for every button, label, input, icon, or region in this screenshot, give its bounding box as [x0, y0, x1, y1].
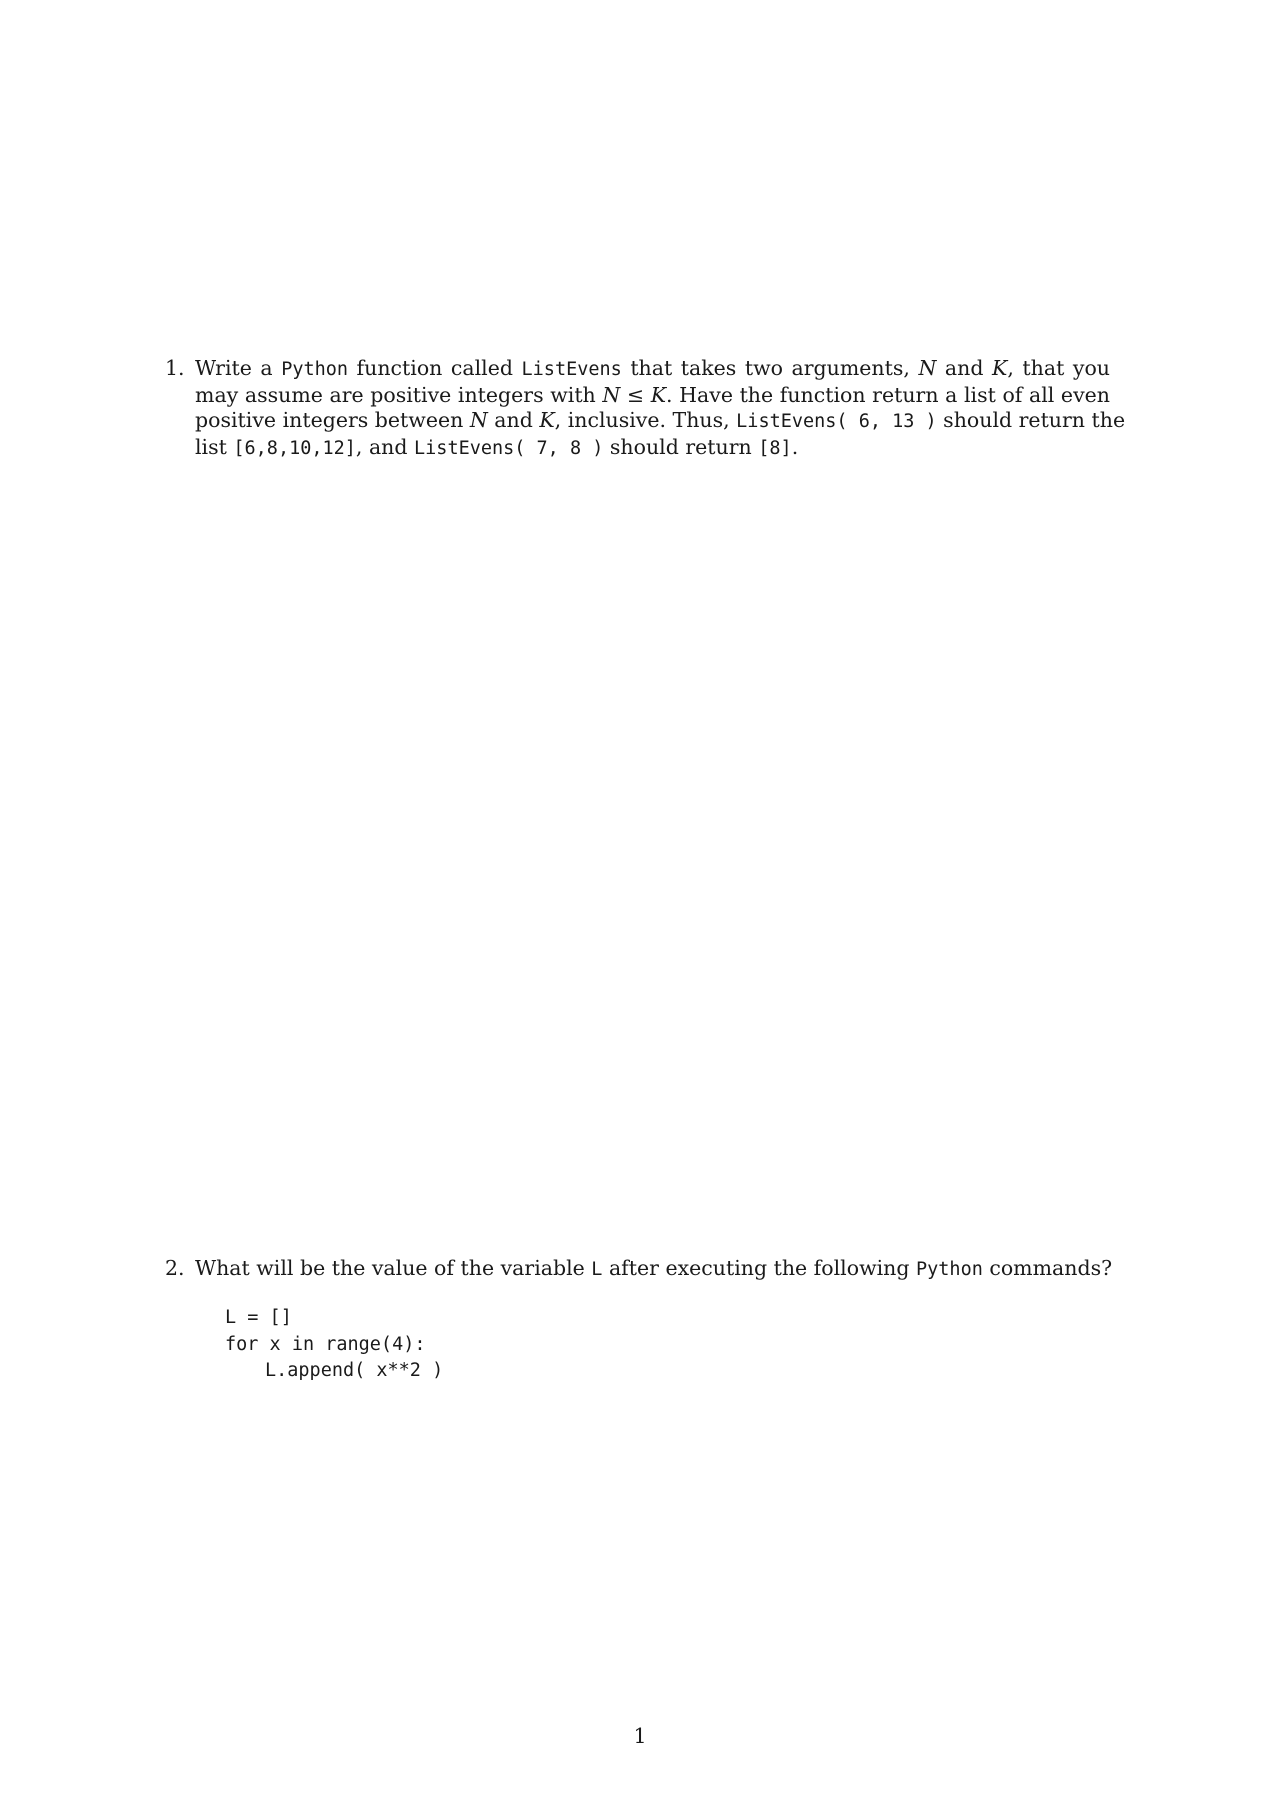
code-function-name: ListEvens [521, 359, 622, 380]
text: and [936, 356, 993, 380]
code-result-2: [8] [758, 437, 792, 459]
text: list [195, 434, 234, 459]
problem-1 [165, 356, 1126, 461]
math-k: K [650, 382, 667, 407]
text: that takes two arguments, [621, 356, 919, 380]
text: . [791, 434, 799, 459]
problem-2-number: 2. [165, 1256, 185, 1280]
math-k: K [539, 408, 555, 432]
math-k: K [992, 356, 1008, 380]
code-call-2: ListEvens( 7, 8 ) [414, 437, 604, 459]
code-variable: L [591, 1259, 603, 1280]
text: What will be the value of the variable [195, 1256, 592, 1280]
code-block [225, 1305, 443, 1385]
text: . Have the function return a list of all even [666, 382, 1110, 407]
code-line-3: L.append( x**2 ) [265, 1360, 444, 1381]
math-n: N [918, 356, 937, 380]
problem-1-number: 1. [165, 356, 185, 380]
problem-2-question [195, 1256, 1113, 1283]
code-result-1: [6,8,10,12] [233, 437, 356, 459]
page-number: 1 [633, 1724, 647, 1748]
math-n: N [469, 408, 488, 432]
text: after executing the following [602, 1256, 917, 1280]
text: may assume are positive integers with [195, 382, 603, 407]
text: and [487, 408, 540, 432]
text: , inclusive. Thus, [554, 408, 737, 432]
problem-2 [165, 1256, 1113, 1283]
problem-1-line-4 [195, 435, 1110, 462]
code-call-1: ListEvens( 6, 13 ) [736, 411, 937, 432]
text: Write a [195, 356, 282, 380]
text: positive integers between [195, 408, 470, 432]
code-python: Python [281, 359, 349, 380]
code-line-1: L = [] [225, 1307, 292, 1328]
math-n: N [602, 382, 621, 407]
text: should return the [936, 408, 1126, 432]
text: , that you [1007, 356, 1110, 380]
text: should return [603, 434, 759, 459]
code-line-2: for x in range(4): [225, 1333, 426, 1355]
problem-1-line-3 [195, 408, 1126, 435]
code-python: Python [916, 1259, 983, 1280]
text: function called [348, 356, 522, 380]
math-leq: ≤ [620, 382, 651, 407]
text: , and [355, 434, 415, 459]
problem-1-line-2 [195, 383, 1110, 409]
text: commands? [982, 1256, 1113, 1280]
problem-1-line-1 [195, 356, 1110, 383]
